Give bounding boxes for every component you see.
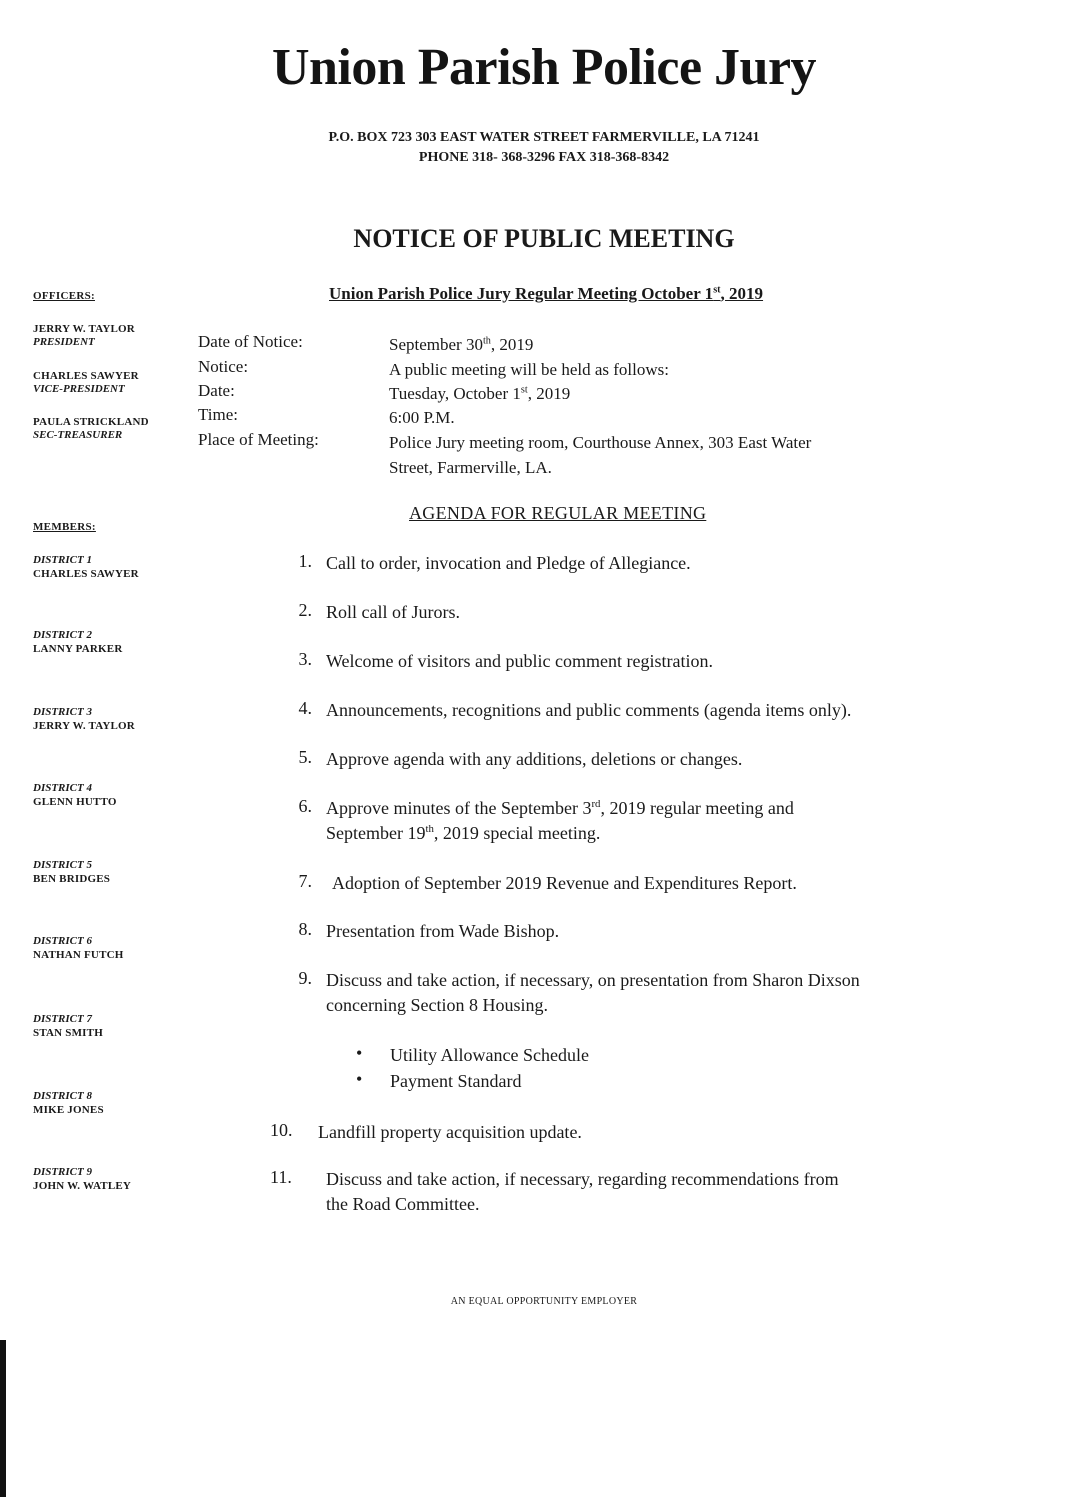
- place-label: Place of Meeting:: [198, 430, 319, 449]
- agenda-item-text: Approve agenda with any additions, deletions or changes.: [326, 749, 743, 769]
- agenda-item-number: 4.: [298, 698, 312, 718]
- member-district: DISTRICT 6: [33, 935, 92, 947]
- members-heading: MEMBERS:: [33, 521, 96, 533]
- agenda-item-text-continued: concerning Section 8 Housing.: [326, 995, 548, 1015]
- officer-name: CHARLES SAWYER: [33, 370, 139, 382]
- member-name: GLENN HUTTO: [33, 796, 117, 808]
- place-value-line-1: Police Jury meeting room, Courthouse Annex, 303 East Water: [389, 433, 812, 452]
- agenda-heading: AGENDA FOR REGULAR MEETING: [409, 503, 707, 523]
- member-name: STAN SMITH: [33, 1027, 103, 1039]
- officer-name: JERRY W. TAYLOR: [33, 323, 135, 335]
- officer-role: PRESIDENT: [33, 336, 95, 348]
- agenda-item-text: Discuss and take action, if necessary, regarding recommendations from: [326, 1169, 839, 1189]
- sub-bullet-item: Payment Standard: [390, 1071, 522, 1091]
- notice-label: Notice:: [198, 357, 249, 376]
- agenda-item-number: 8.: [298, 919, 312, 939]
- member-name: NATHAN FUTCH: [33, 949, 124, 961]
- member-district: DISTRICT 1: [33, 554, 92, 566]
- member-district: DISTRICT 3: [33, 706, 92, 718]
- bullet-dot: •: [356, 1069, 363, 1089]
- agenda-item-number: 6.: [298, 796, 312, 816]
- agenda-item-text: Adoption of September 2019 Revenue and Expenditures Report.: [332, 873, 797, 893]
- member-district: DISTRICT 8: [33, 1090, 92, 1102]
- time-value: 6:00 P.M.: [389, 408, 455, 427]
- date-label: Date:: [198, 381, 235, 400]
- officer-role: SEC-TREASURER: [33, 429, 123, 441]
- footer-text: AN EQUAL OPPORTUNITY EMPLOYER: [450, 1296, 638, 1307]
- agenda-item-text: Roll call of Jurors.: [326, 602, 460, 622]
- officer-name: PAULA STRICKLAND: [33, 416, 149, 428]
- member-district: DISTRICT 4: [33, 782, 92, 794]
- scan-edge-shadow: [0, 1340, 6, 1497]
- member-name: BEN BRIDGES: [33, 873, 111, 885]
- agenda-item-text: Welcome of visitors and public comment registration.: [326, 651, 713, 671]
- officer-role: VICE-PRESIDENT: [33, 383, 125, 395]
- notice-heading: NOTICE OF PUBLIC MEETING: [353, 224, 735, 253]
- agenda-item-number: 7.: [298, 871, 312, 891]
- agenda-item-number: 9.: [298, 968, 312, 988]
- member-district: DISTRICT 9: [33, 1166, 92, 1178]
- member-district: DISTRICT 2: [33, 629, 92, 641]
- sub-bullet-item: Utility Allowance Schedule: [390, 1045, 589, 1065]
- officers-heading: OFFICERS:: [33, 290, 95, 302]
- member-name: CHARLES SAWYER: [33, 568, 139, 580]
- page-title: Union Parish Police Jury: [271, 39, 817, 96]
- address-line: P.O. BOX 723 303 EAST WATER STREET FARMERVILLE, LA 71241: [328, 130, 760, 145]
- phone-line: PHONE 318- 368-3296 FAX 318-368-8342: [418, 150, 670, 165]
- member-name: JERRY W. TAYLOR: [33, 720, 135, 732]
- date-of-notice-label: Date of Notice:: [198, 332, 303, 351]
- agenda-item-number: 11.: [270, 1167, 292, 1187]
- meeting-title: Union Parish Police Jury Regular Meeting October 1st, 2019: [329, 284, 764, 303]
- bullet-dot: •: [356, 1043, 363, 1063]
- date-value: Tuesday, October 1st, 2019: [389, 384, 571, 403]
- agenda-item-text-continued: the Road Committee.: [326, 1194, 480, 1214]
- agenda-item-number: 10.: [270, 1120, 293, 1140]
- agenda-item-text: Approve minutes of the September 3rd, 2019 regular meeting and: [326, 798, 794, 818]
- agenda-item-text: Announcements, recognitions and public comments (agenda items only).: [326, 700, 852, 720]
- place-value-line-2: Street, Farmerville, LA.: [389, 458, 552, 477]
- member-district: DISTRICT 5: [33, 859, 92, 871]
- member-district: DISTRICT 7: [33, 1013, 92, 1025]
- agenda-item-text: Discuss and take action, if necessary, on presentation from Sharon Dixson: [326, 970, 860, 990]
- agenda-item-number: 1.: [298, 551, 312, 571]
- agenda-item-number: 5.: [298, 747, 312, 767]
- member-name: JOHN W. WATLEY: [33, 1180, 132, 1192]
- agenda-item-text: Presentation from Wade Bishop.: [326, 921, 560, 941]
- time-label: Time:: [198, 405, 239, 424]
- date-of-notice-value: September 30th, 2019: [389, 335, 534, 354]
- agenda-item-number: 2.: [298, 600, 312, 620]
- notice-value: A public meeting will be held as follows:: [389, 360, 669, 379]
- agenda-item-text: Landfill property acquisition update.: [318, 1122, 582, 1142]
- member-name: LANNY PARKER: [33, 643, 123, 655]
- agenda-item-text-continued: September 19th, 2019 special meeting.: [326, 823, 601, 843]
- agenda-item-text: Call to order, invocation and Pledge of Allegiance.: [326, 553, 691, 573]
- member-name: MIKE JONES: [33, 1104, 104, 1116]
- agenda-item-number: 3.: [298, 649, 312, 669]
